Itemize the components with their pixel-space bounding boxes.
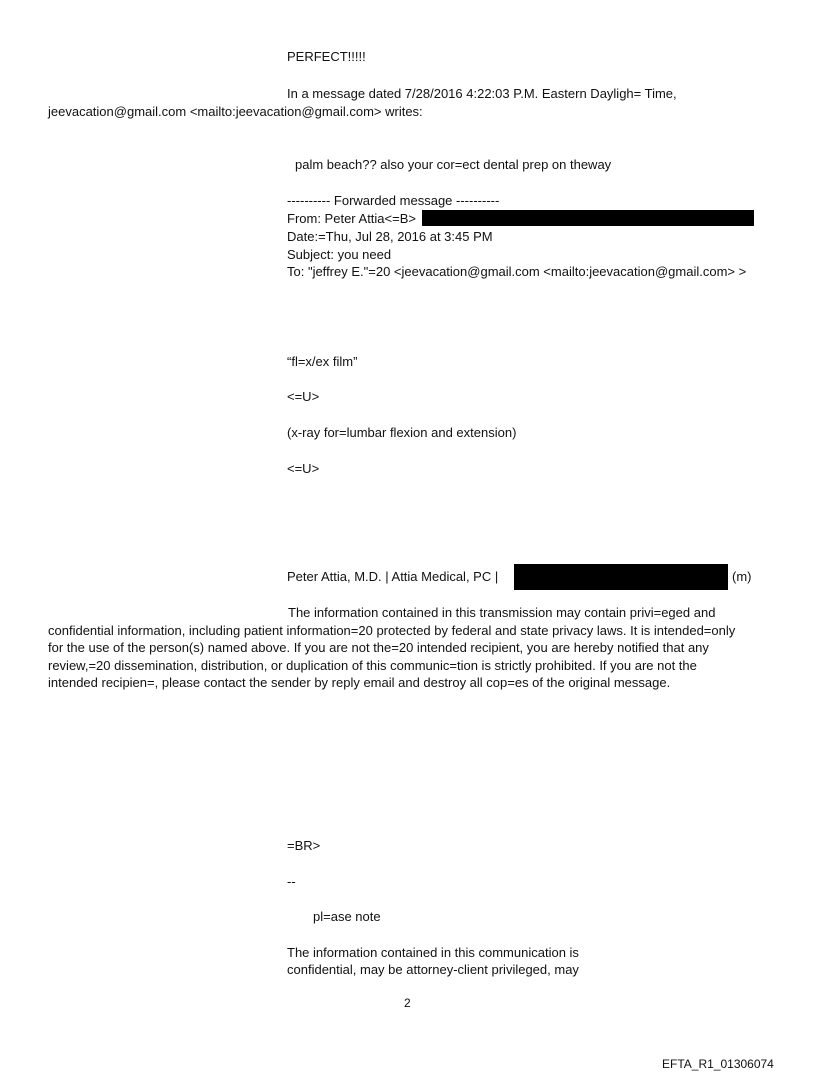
palm-beach-line: palm beach?? also your cor=ect dental prep on theway xyxy=(295,157,612,172)
signature-line: Peter Attia, M.D. | Attia Medical, PC | xyxy=(287,569,499,584)
redaction-bar-email xyxy=(422,210,754,226)
xray-line: (x-ray for=lumbar flexion and extension) xyxy=(287,425,517,440)
disclaimer-paragraph xyxy=(48,604,748,692)
u-tag-2: <=U> xyxy=(287,461,320,476)
quote-header-line-2: jeevacation@gmail.com <mailto:jeevacation@gmail.com> writes: xyxy=(48,104,423,119)
from-line: From: Peter Attia<=B> xyxy=(287,211,416,226)
subject-line: Subject: you need xyxy=(287,247,392,262)
please-note-line: pl=ase note xyxy=(313,909,381,924)
bates-id: EFTA_R1_01306074 xyxy=(662,1057,774,1071)
disclaimer-text: The information contained in this transmission may contain privi=eged and confidential information, including patient information=20 protected by federal and state privacy laws. It is intended=only for the use of the person(s) named above. If you are not the=20 intended recipient, you are hereby notified that any review,=20 dissemination, distribution, or duplication of this communic=tion is strictly prohibited. If you are not the intended recipien=, please contact the sender by reply email and destroy all cop=es of the original message. xyxy=(48,605,736,691)
to-line: To: "jeffrey E."=20 <jeevacation@gmail.com <mailto:jeevacation@gmail.com> > xyxy=(287,264,747,279)
br-tag: =BR> xyxy=(287,838,321,853)
reply-line: PERFECT!!!!! xyxy=(287,49,366,64)
film-line: “fl=x/ex film” xyxy=(287,354,358,369)
disclaimer-2-line-2: confidential, may be attorney-client privileged, may xyxy=(287,962,579,977)
signature-dashes: -- xyxy=(287,874,296,889)
redaction-bar-phone xyxy=(514,564,728,590)
page-number: 2 xyxy=(404,996,411,1010)
date-line: Date:=Thu, Jul 28, 2016 at 3:45 PM xyxy=(287,229,493,244)
u-tag-1: <=U> xyxy=(287,389,320,404)
forwarded-divider: ---------- Forwarded message ---------- xyxy=(287,193,500,208)
quote-header-line-1: In a message dated 7/28/2016 4:22:03 P.M. Eastern Dayligh= Time, xyxy=(287,86,677,101)
disclaimer-2-line-1: The information contained in this communication is xyxy=(287,945,579,960)
signature-suffix: (m) xyxy=(732,569,752,584)
